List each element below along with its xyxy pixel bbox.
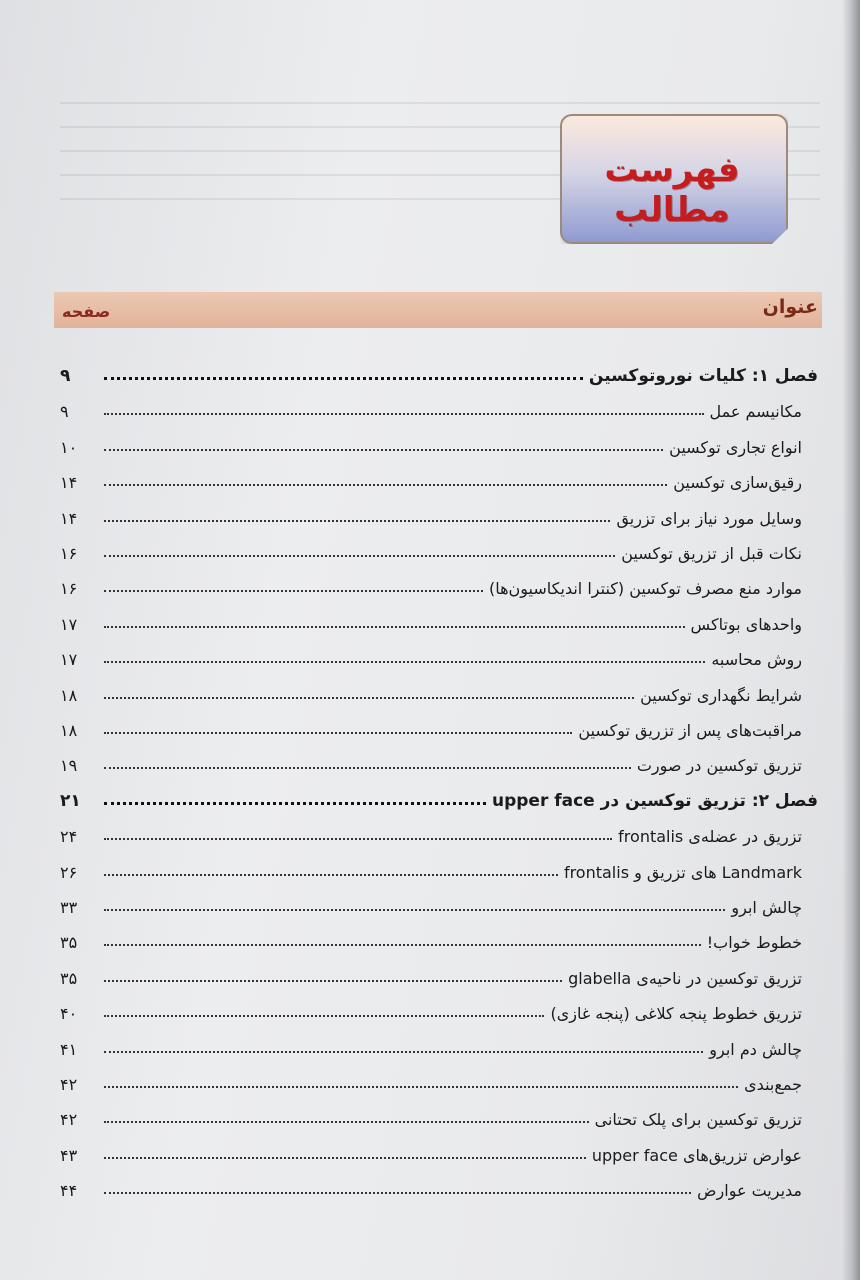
toc-entry-label: انواع تجاری توکسین (669, 437, 802, 457)
toc-item-row[interactable] (60, 1099, 802, 1129)
toc-dot-leader (104, 413, 704, 415)
toc-dot-leader (104, 980, 562, 982)
toc-dot-leader (104, 449, 663, 451)
toc-page-number: ۳۵ (60, 933, 78, 953)
toc-item-row[interactable] (60, 462, 802, 492)
toc-page-number: ۱۷ (60, 650, 78, 670)
toc-item-row[interactable] (60, 887, 802, 917)
toc-entry-label: مراقبت‌های پس از تزریق توکسین (578, 721, 802, 740)
toc-item-row[interactable] (60, 852, 802, 882)
toc-item-row[interactable] (60, 1170, 802, 1200)
toc-page-number: ۱۸ (60, 721, 78, 740)
toc-page-number: ۲۴ (60, 827, 78, 847)
toc-item-row[interactable] (60, 533, 802, 563)
toc-entry-label: فصل ۲: تزریق توکسین در upper face (491, 790, 818, 811)
toc-entry-label: خطوط خواب! (706, 933, 802, 953)
page-title: فهرست مطالب (604, 150, 740, 230)
toc-dot-leader (104, 626, 685, 628)
toc-dot-leader (104, 520, 610, 522)
toc-entry-label: Landmark های تزریق و frontalis (563, 862, 802, 882)
toc-entry-label: چالش ابرو (731, 898, 802, 917)
toc-entry-label: چالش دم ابرو (709, 1039, 802, 1059)
toc-entry-label: فصل ۱: کلیات نوروتوکسین (588, 366, 818, 386)
toc-entry-label: واحدهای بوتاکس (690, 614, 802, 634)
toc-dot-leader (104, 767, 631, 769)
toc-page-number: ۲۱ (60, 790, 81, 811)
toc-item-row[interactable] (60, 675, 802, 705)
toc-item-row[interactable] (60, 816, 802, 846)
toc-item-row[interactable] (60, 568, 802, 598)
toc-dot-leader (104, 874, 558, 876)
toc-entry-label: تزریق خطوط پنجه کلاغی (پنجه غازی) (550, 1004, 802, 1024)
toc-chapter-row[interactable] (60, 781, 818, 811)
toc-entry-label: تزریق توکسین برای پلک تحتانی (594, 1110, 802, 1130)
toc-item-row[interactable] (60, 604, 802, 634)
toc-page-number: ۱۶ (60, 579, 78, 599)
toc-dot-leader (104, 838, 612, 840)
toc-page-number: ۲۶ (60, 862, 78, 882)
toc-chapter-row[interactable] (60, 356, 818, 386)
toc-entry-label: تزریق توکسین در ناحیه‌ی glabella (568, 968, 802, 988)
toc-page-number: ۴۱ (60, 1039, 78, 1059)
toc-entry-label: نکات قبل از تزریق توکسین (621, 544, 802, 563)
column-header-page: صفحه (62, 302, 111, 321)
toc-page-number: ۱۶ (60, 544, 78, 563)
toc-page-number: ۱۹ (60, 756, 78, 776)
toc-item-row[interactable] (60, 745, 802, 775)
toc-entry-label: روش محاسبه (711, 650, 802, 670)
toc-page-number: ۱۴ (60, 473, 78, 493)
toc-item-row[interactable] (60, 1064, 802, 1094)
column-header-title: عنوان (762, 296, 818, 318)
toc-entry-label: تزریق در عضله‌ی frontalis (618, 827, 802, 847)
toc-page-number: ۳۳ (60, 898, 78, 917)
toc-page-number: ۹ (60, 366, 71, 386)
toc-page-number: ۹ (60, 402, 69, 422)
toc-dot-leader (104, 1157, 586, 1159)
toc-page-number: ۴۳ (60, 1145, 78, 1165)
toc-item-row[interactable] (60, 639, 802, 669)
toc-entry-label: عوارض تزریق‌های upper face (591, 1145, 802, 1165)
toc-page-number: ۴۲ (60, 1075, 78, 1094)
toc-dot-leader (104, 661, 705, 663)
toc-entry-label: وسایل مورد نیاز برای تزریق (616, 508, 802, 528)
toc-dot-leader (104, 1051, 703, 1053)
toc-page-number: ۱۴ (60, 508, 78, 528)
toc-entry-label: رقیق‌سازی توکسین (673, 473, 802, 493)
toc-item-row[interactable] (60, 958, 802, 988)
toc-page-number: ۳۵ (60, 968, 78, 988)
toc-dot-leader (104, 944, 701, 946)
toc-dot-leader (104, 1121, 589, 1123)
toc-dot-leader (104, 802, 486, 805)
toc-dot-leader (104, 590, 483, 592)
toc-page-number: ۴۴ (60, 1181, 78, 1201)
toc-page-number: ۴۲ (60, 1110, 78, 1130)
toc-item-row[interactable] (60, 922, 802, 952)
book-spine-shadow (842, 0, 860, 1280)
toc-item-row[interactable] (60, 710, 802, 740)
toc-dot-leader (104, 1192, 691, 1194)
toc-dot-leader (104, 732, 572, 734)
toc-page-number: ۱۸ (60, 685, 78, 705)
toc-dot-leader (104, 1086, 738, 1088)
toc-page-number: ۱۰ (60, 437, 78, 457)
toc-item-row[interactable] (60, 498, 802, 528)
toc-dot-leader (104, 909, 725, 911)
toc-entry-label: موارد منع مصرف توکسین (کنترا اندیکاسیون‌ها) (488, 579, 802, 599)
toc-page-number: ۱۷ (60, 614, 78, 634)
toc-dot-leader (104, 555, 615, 557)
toc-item-row[interactable] (60, 1029, 802, 1059)
toc-item-row[interactable] (60, 1135, 802, 1165)
toc-dot-leader (104, 484, 667, 486)
toc-entry-label: مدیریت عوارض (697, 1181, 802, 1201)
toc-entry-label: تزریق توکسین در صورت (636, 756, 802, 776)
toc-entry-label: شرایط نگهداری توکسین (640, 685, 802, 705)
toc-page-number: ۴۰ (60, 1004, 78, 1024)
toc-dot-leader (104, 1015, 544, 1017)
toc-item-row[interactable] (60, 993, 802, 1023)
toc-item-row[interactable] (60, 427, 802, 457)
toc-entry-label: جمع‌بندی (744, 1075, 802, 1094)
toc-dot-leader (104, 697, 634, 699)
column-header-bar (54, 292, 822, 328)
toc-entry-label: مکانیسم عمل (709, 402, 802, 422)
toc-item-row[interactable] (60, 391, 802, 421)
toc-dot-leader (104, 377, 583, 380)
